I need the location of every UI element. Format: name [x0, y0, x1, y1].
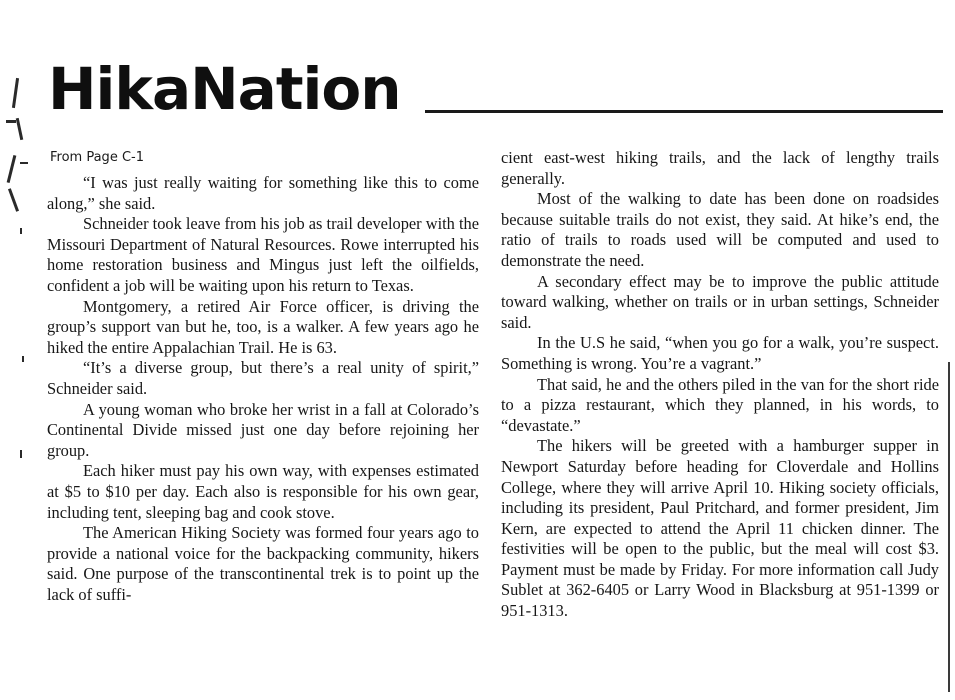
paragraph-continuation: cient east-west hiking trails, and the lack of lengthy trails generally. [501, 148, 939, 188]
paragraph: “It’s a diverse group, but there’s a real unity of spirit,” Schneider said. [47, 358, 479, 398]
right-column [501, 148, 939, 622]
headline-rule [425, 110, 943, 113]
paragraph: The hikers will be greeted with a hamburger supper in Newport Saturday before heading for Cloverdale and Hollins College, where they will arrive April 10. Hiking society officials, including its president, Paul Pritchard, and former president, Jim Kern, are expected to attend the April 11 chicken dinner. The festivities will be open to the public, but the meal will cost $3. Payment must be made by Friday. For more information call Judy Sublet at 362-6405 or Larry Wood in Blacksburg at 951-1399 or 951-1313. [501, 436, 939, 621]
paragraph: Montgomery, a retired Air Force officer, is driving the group’s support van but he, too, is a walker. A few years ago he hiked the entire Appalachian Trail. He is 63. [47, 296, 479, 357]
column-rule [948, 362, 950, 692]
paragraph: That said, he and the others piled in the van for the short ride to a pizza restaurant, which they planned, in his words, to “devastate.” [501, 374, 939, 435]
left-column [47, 173, 479, 605]
paragraph: In the U.S he said, “when you go for a walk, you’re suspect. Something is wrong. You’re a vagrant.” [501, 333, 939, 373]
paragraph: Each hiker must pay his own way, with expenses estimated at $5 to $10 per day. Each also is responsible for his own gear, including tent, sleeping bag and cook stove. [47, 461, 479, 522]
scan-margin-marks [0, 60, 40, 480]
paragraph: A secondary effect may be to improve the public attitude toward walking, whether on trails or in urban settings, Schneider said. [501, 271, 939, 332]
jump-line: From Page C-1 [50, 150, 144, 165]
paragraph: A young woman who broke her wrist in a fall at Colorado’s Continental Divide missed just one day before rejoining her group. [47, 399, 479, 460]
paragraph: Schneider took leave from his job as trail developer with the Missouri Department of Natural Resources. Rowe interrupted his home restoration business and Mingus just left the oilfields, confident a job will be waiting upon his return to Texas. [47, 214, 479, 295]
headline: HikaNation [48, 55, 401, 123]
paragraph: The American Hiking Society was formed four years ago to provide a national voice for the backpacking community, hikers said. One purpose of the transcontinental trek is to point up the lack of suffi- [47, 523, 479, 604]
paragraph: “I was just really waiting for something like this to come along,” she said. [47, 173, 479, 213]
paragraph: Most of the walking to date has been done on roadsides because suitable trails do not exist, they said. At hike’s end, the ratio of trails to roads used will be computed and used to demonstrate the need. [501, 189, 939, 270]
